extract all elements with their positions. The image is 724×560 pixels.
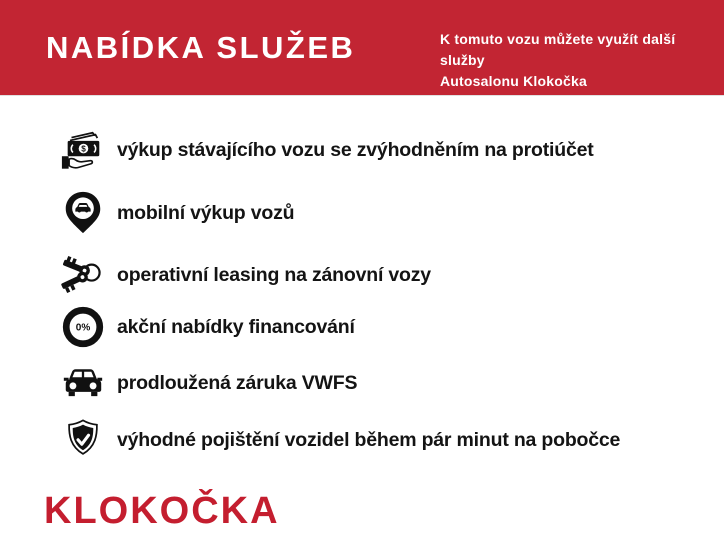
page-title: NABÍDKA SLUŽEB	[46, 30, 356, 65]
service-label: akční nabídky financování	[117, 315, 355, 338]
klokocka-logo: KLOKOČKA	[44, 490, 280, 532]
shield-check-icon	[60, 417, 106, 463]
service-label: operativní leasing na zánovní vozy	[117, 263, 431, 286]
service-label: výhodné pojištění vozidel během pár minut na pobočce	[117, 428, 621, 451]
service-item-leasing	[60, 251, 431, 299]
car-front-icon	[60, 360, 106, 406]
car-location-pin-icon	[60, 190, 106, 236]
car-keys-icon	[60, 252, 106, 298]
service-label: prodloužená záruka VWFS	[117, 371, 358, 394]
service-item-mobile-buyout	[60, 189, 294, 237]
service-item-trade-in	[60, 126, 594, 174]
service-label: výkup stávajícího vozu se zvýhodněním na protiúčet	[117, 138, 594, 161]
service-item-warranty	[60, 359, 357, 407]
header-subtitle	[440, 29, 724, 92]
header-banner	[0, 0, 724, 95]
coin-symbol: $	[81, 144, 86, 154]
header-subtitle-line2: Autosalonu Klokočka	[440, 73, 587, 89]
cash-in-hand-icon	[60, 127, 106, 173]
service-label: mobilní výkup vozů	[117, 201, 295, 224]
service-item-financing	[60, 303, 355, 351]
service-item-insurance	[60, 416, 620, 464]
zero-percent-icon	[60, 304, 106, 350]
zero-percent-text: 0%	[75, 322, 91, 334]
header-subtitle-line1: K tomuto vozu můžete využít další služby	[440, 31, 676, 68]
